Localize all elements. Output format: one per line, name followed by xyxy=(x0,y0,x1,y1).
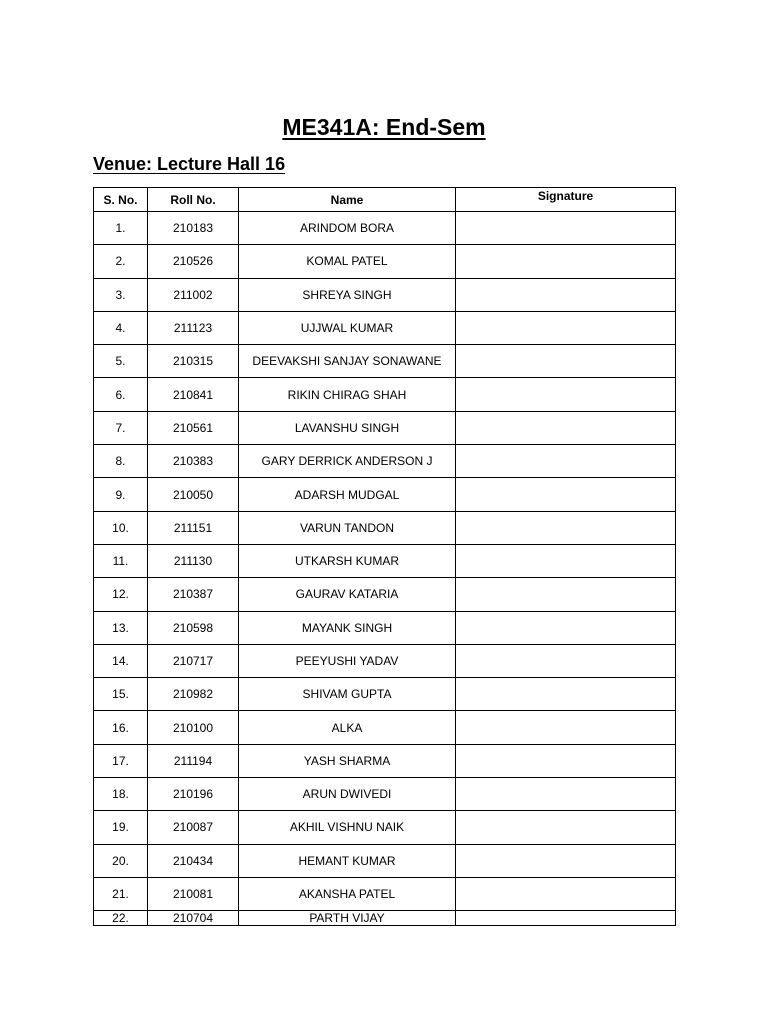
cell-roll-number: 210050 xyxy=(148,478,239,511)
cell-roll-number: 210704 xyxy=(148,911,239,926)
cell-roll-number: 210087 xyxy=(148,811,239,844)
cell-student-name: SHIVAM GUPTA xyxy=(239,678,456,711)
cell-student-name: GARY DERRICK ANDERSON J xyxy=(239,445,456,478)
table-row xyxy=(94,644,676,677)
cell-signature xyxy=(456,212,676,245)
cell-signature xyxy=(456,378,676,411)
cell-signature xyxy=(456,411,676,444)
table-row xyxy=(94,511,676,544)
cell-student-name: MAYANK SINGH xyxy=(239,611,456,644)
cell-roll-number: 210841 xyxy=(148,378,239,411)
cell-serial-number: 19. xyxy=(94,811,148,844)
venue-heading: Venue: Lecture Hall 16 xyxy=(93,154,286,174)
table-row xyxy=(94,711,676,744)
cell-roll-number: 210434 xyxy=(148,844,239,877)
cell-roll-number: 210598 xyxy=(148,611,239,644)
page-title: ME341A: End-Sem xyxy=(282,114,486,140)
table-row xyxy=(94,844,676,877)
cell-student-name: SHREYA SINGH xyxy=(239,278,456,311)
cell-roll-number: 211194 xyxy=(148,744,239,777)
cell-serial-number: 12. xyxy=(94,578,148,611)
cell-roll-number: 210561 xyxy=(148,411,239,444)
cell-serial-number: 8. xyxy=(94,445,148,478)
table-row xyxy=(94,378,676,411)
cell-serial-number: 6. xyxy=(94,378,148,411)
cell-serial-number: 22. xyxy=(94,911,148,926)
cell-serial-number: 3. xyxy=(94,278,148,311)
cell-serial-number: 13. xyxy=(94,611,148,644)
table-row xyxy=(94,544,676,577)
table-row xyxy=(94,212,676,245)
cell-serial-number: 16. xyxy=(94,711,148,744)
table-row xyxy=(94,445,676,478)
table-row xyxy=(94,744,676,777)
cell-signature xyxy=(456,511,676,544)
column-header-sno: S. No. xyxy=(94,188,148,212)
cell-signature xyxy=(456,578,676,611)
cell-serial-number: 2. xyxy=(94,245,148,278)
cell-student-name: ARINDOM BORA xyxy=(239,212,456,245)
column-header-signature: Signature xyxy=(456,188,676,212)
cell-signature xyxy=(456,911,676,926)
table-row xyxy=(94,877,676,910)
cell-serial-number: 20. xyxy=(94,844,148,877)
table-row xyxy=(94,311,676,344)
cell-serial-number: 17. xyxy=(94,744,148,777)
cell-signature xyxy=(456,544,676,577)
cell-serial-number: 7. xyxy=(94,411,148,444)
cell-roll-number: 210100 xyxy=(148,711,239,744)
cell-signature xyxy=(456,778,676,811)
cell-student-name: GAURAV KATARIA xyxy=(239,578,456,611)
cell-student-name: RIKIN CHIRAG SHAH xyxy=(239,378,456,411)
cell-signature xyxy=(456,245,676,278)
cell-roll-number: 211002 xyxy=(148,278,239,311)
cell-serial-number: 14. xyxy=(94,644,148,677)
table-row xyxy=(94,478,676,511)
cell-student-name: UTKARSH KUMAR xyxy=(239,544,456,577)
cell-student-name: LAVANSHU SINGH xyxy=(239,411,456,444)
cell-signature xyxy=(456,278,676,311)
cell-student-name: VARUN TANDON xyxy=(239,511,456,544)
attendance-table xyxy=(93,187,676,926)
cell-signature xyxy=(456,611,676,644)
table-row xyxy=(94,911,676,926)
cell-signature xyxy=(456,311,676,344)
table-row xyxy=(94,611,676,644)
cell-student-name: PEEYUSHI YADAV xyxy=(239,644,456,677)
cell-roll-number: 210982 xyxy=(148,678,239,711)
cell-roll-number: 211123 xyxy=(148,311,239,344)
cell-student-name: ARUN DWIVEDI xyxy=(239,778,456,811)
table-row xyxy=(94,345,676,378)
column-header-name: Name xyxy=(239,188,456,212)
cell-student-name: PARTH VIJAY xyxy=(239,911,456,926)
cell-student-name: UJJWAL KUMAR xyxy=(239,311,456,344)
table-row xyxy=(94,578,676,611)
cell-student-name: AKHIL VISHNU NAIK xyxy=(239,811,456,844)
cell-signature xyxy=(456,478,676,511)
cell-roll-number: 210315 xyxy=(148,345,239,378)
cell-roll-number: 210183 xyxy=(148,212,239,245)
cell-serial-number: 18. xyxy=(94,778,148,811)
table-row xyxy=(94,811,676,844)
table-row xyxy=(94,278,676,311)
table-row xyxy=(94,411,676,444)
cell-roll-number: 211130 xyxy=(148,544,239,577)
table-header-row xyxy=(94,188,676,212)
table-body xyxy=(94,212,676,926)
cell-student-name: DEEVAKSHI SANJAY SONAWANE xyxy=(239,345,456,378)
cell-serial-number: 10. xyxy=(94,511,148,544)
table-row xyxy=(94,245,676,278)
table-row xyxy=(94,678,676,711)
cell-serial-number: 15. xyxy=(94,678,148,711)
cell-student-name: ADARSH MUDGAL xyxy=(239,478,456,511)
cell-signature xyxy=(456,711,676,744)
cell-roll-number: 210081 xyxy=(148,877,239,910)
cell-signature xyxy=(456,844,676,877)
column-header-roll: Roll No. xyxy=(148,188,239,212)
cell-signature xyxy=(456,678,676,711)
cell-student-name: ALKA xyxy=(239,711,456,744)
cell-roll-number: 210526 xyxy=(148,245,239,278)
cell-serial-number: 21. xyxy=(94,877,148,910)
cell-signature xyxy=(456,445,676,478)
cell-serial-number: 11. xyxy=(94,544,148,577)
cell-student-name: YASH SHARMA xyxy=(239,744,456,777)
cell-serial-number: 4. xyxy=(94,311,148,344)
cell-roll-number: 210196 xyxy=(148,778,239,811)
cell-signature xyxy=(456,877,676,910)
cell-signature xyxy=(456,345,676,378)
cell-serial-number: 9. xyxy=(94,478,148,511)
cell-signature xyxy=(456,811,676,844)
cell-student-name: AKANSHA PATEL xyxy=(239,877,456,910)
cell-signature xyxy=(456,744,676,777)
cell-roll-number: 211151 xyxy=(148,511,239,544)
cell-roll-number: 210383 xyxy=(148,445,239,478)
cell-serial-number: 5. xyxy=(94,345,148,378)
cell-student-name: KOMAL PATEL xyxy=(239,245,456,278)
cell-signature xyxy=(456,644,676,677)
cell-roll-number: 210387 xyxy=(148,578,239,611)
cell-student-name: HEMANT KUMAR xyxy=(239,844,456,877)
cell-roll-number: 210717 xyxy=(148,644,239,677)
table-row xyxy=(94,778,676,811)
cell-serial-number: 1. xyxy=(94,212,148,245)
